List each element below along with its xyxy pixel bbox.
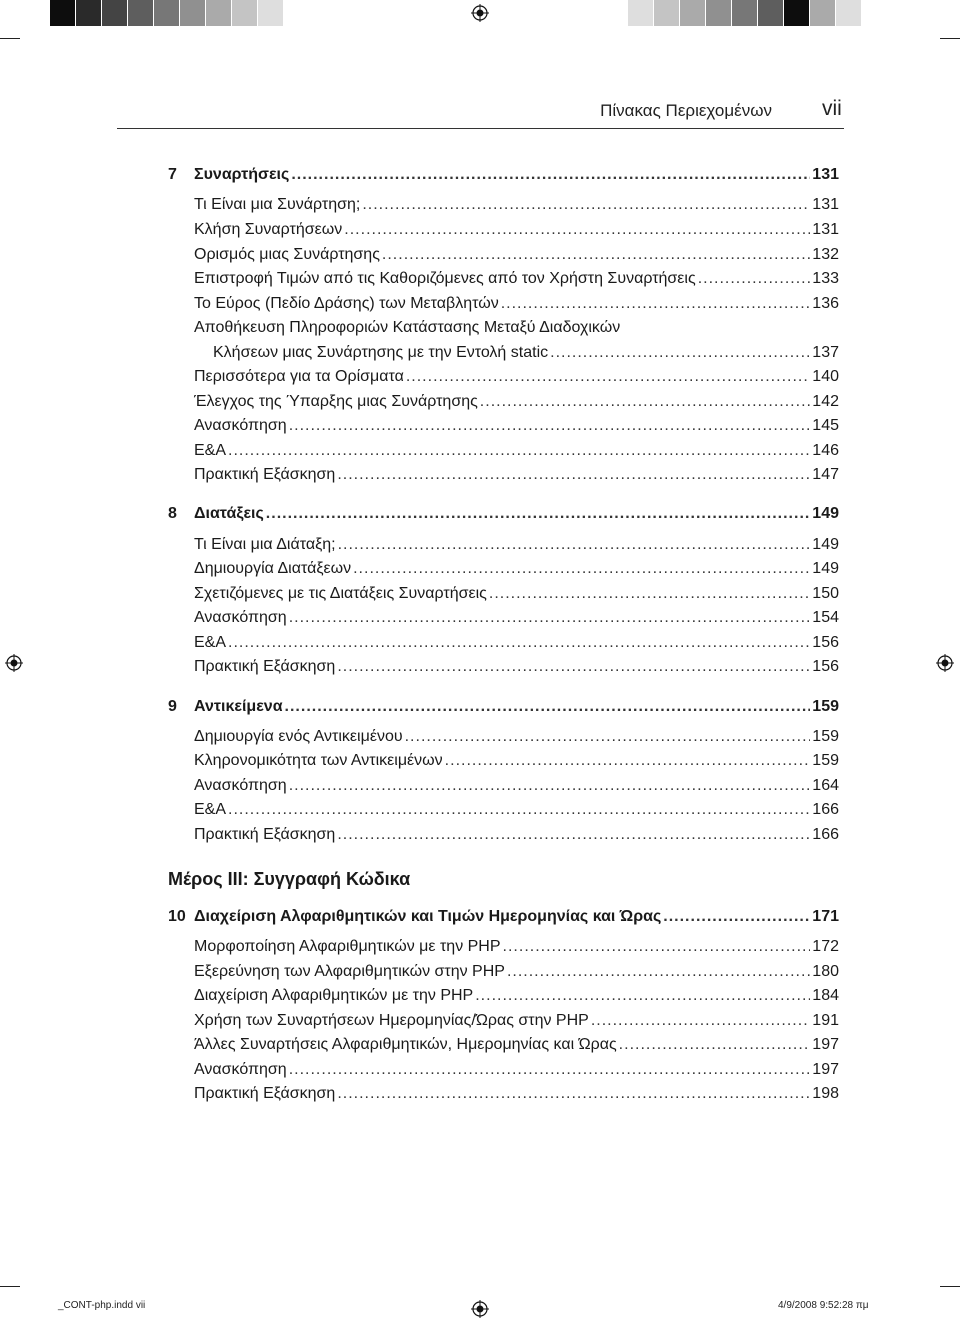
toc-entry[interactable] bbox=[194, 269, 839, 289]
page-number: 149 bbox=[812, 560, 839, 577]
toc-entry[interactable] bbox=[194, 416, 839, 436]
chapter-title: Διαχείριση Αλφαριθμητικών και Τιμών Ημερομηνίας και Ώρας bbox=[194, 908, 662, 925]
dot-leader bbox=[338, 535, 811, 555]
toc-entry[interactable] bbox=[194, 245, 839, 265]
dot-leader bbox=[337, 657, 810, 677]
toc-entry[interactable] bbox=[194, 441, 839, 461]
entry-title: Ε&Α bbox=[194, 801, 227, 818]
page-number: 184 bbox=[812, 987, 839, 1004]
dot-leader bbox=[480, 392, 811, 412]
page-number: 142 bbox=[812, 393, 839, 410]
chapter-number: 10 bbox=[168, 908, 186, 925]
dot-leader bbox=[445, 751, 811, 771]
dot-leader bbox=[406, 367, 810, 387]
toc-entry[interactable] bbox=[194, 535, 839, 555]
toc-entry[interactable] bbox=[194, 825, 839, 845]
toc-entry[interactable] bbox=[213, 343, 839, 363]
entry-title: Πρακτική Εξάσκηση bbox=[194, 466, 336, 483]
page-number: 133 bbox=[812, 270, 839, 287]
toc-entry[interactable] bbox=[194, 937, 839, 957]
page-number: 159 bbox=[812, 698, 839, 715]
entry-title: Τι Είναι μια Διάταξη; bbox=[194, 536, 336, 553]
toc-entry[interactable] bbox=[194, 751, 839, 771]
running-head-title: Πίνακας Περιεχομένων bbox=[600, 101, 772, 120]
dot-leader bbox=[289, 776, 811, 796]
dot-leader bbox=[475, 986, 810, 1006]
chapter-title: Διατάξεις bbox=[194, 505, 264, 522]
toc-entry[interactable] bbox=[194, 1084, 839, 1104]
page-number: 156 bbox=[812, 658, 839, 675]
toc-entry[interactable] bbox=[194, 195, 839, 215]
crop-mark bbox=[940, 38, 960, 39]
dot-leader bbox=[228, 441, 810, 461]
entry-title: Μορφοποίηση Αλφαριθμητικών με την PHP bbox=[194, 938, 501, 955]
dot-leader bbox=[337, 465, 810, 485]
dot-leader bbox=[228, 800, 810, 820]
crop-mark bbox=[940, 1286, 960, 1287]
page-number: 137 bbox=[812, 344, 839, 361]
entry-title: Ανασκόπηση bbox=[194, 777, 287, 794]
page-number: 197 bbox=[812, 1061, 839, 1078]
toc-entry[interactable] bbox=[194, 367, 839, 387]
toc-entry[interactable] bbox=[194, 800, 839, 820]
entry-title: Έλεγχος της Ύπαρξης μιας Συνάρτησης bbox=[194, 393, 478, 410]
page-number: 140 bbox=[812, 368, 839, 385]
entry-title: Κλήση Συναρτήσεων bbox=[194, 221, 343, 238]
dot-leader bbox=[501, 294, 811, 314]
footer-timestamp: 4/9/2008 9:52:28 πμ bbox=[778, 1300, 869, 1311]
toc-entry[interactable] bbox=[194, 962, 839, 982]
toc-entry[interactable] bbox=[194, 727, 839, 747]
entry-title[interactable]: Αποθήκευση Πληροφοριών Κατάστασης Μεταξύ Διαδοχικών bbox=[194, 319, 621, 336]
entry-title: Σχετιζόμενες με τις Διατάξεις Συναρτήσεις bbox=[194, 585, 487, 602]
toc-entry[interactable] bbox=[194, 220, 839, 240]
page-number: 131 bbox=[812, 196, 839, 213]
page-number: 131 bbox=[812, 221, 839, 238]
dot-leader bbox=[591, 1011, 810, 1031]
registration-target-icon bbox=[471, 1300, 489, 1318]
chapter-number: 9 bbox=[168, 698, 177, 715]
dot-leader bbox=[228, 633, 810, 653]
page-number: 198 bbox=[812, 1085, 839, 1102]
page-number: 166 bbox=[812, 826, 839, 843]
entry-title: Εξερεύνηση των Αλφαριθμητικών στην PHP bbox=[194, 963, 505, 980]
toc-entry[interactable] bbox=[194, 657, 839, 677]
dot-leader bbox=[362, 195, 810, 215]
page-number: 171 bbox=[812, 908, 839, 925]
dot-leader bbox=[663, 907, 810, 927]
entry-title: Ανασκόπηση bbox=[194, 1061, 287, 1078]
page-number: 136 bbox=[812, 295, 839, 312]
page-number: 149 bbox=[812, 505, 839, 522]
page-number: 191 bbox=[812, 1012, 839, 1029]
toc-entry[interactable] bbox=[194, 1060, 839, 1080]
entry-title: Ορισμός μιας Συνάρτησης bbox=[194, 246, 380, 263]
toc-entry[interactable] bbox=[194, 294, 839, 314]
entry-title: Ανασκόπηση bbox=[194, 609, 287, 626]
page-number: 156 bbox=[812, 634, 839, 651]
part-heading[interactable]: Μέρος ΙΙΙ: Συγγραφή Κώδικα bbox=[168, 869, 411, 889]
entry-title: Ε&Α bbox=[194, 634, 227, 651]
footer-file-slug: _CONT-php.indd vii bbox=[58, 1300, 146, 1311]
page-number: 154 bbox=[812, 609, 839, 626]
toc-entry[interactable] bbox=[194, 633, 839, 653]
dot-leader bbox=[289, 1060, 811, 1080]
toc-entry[interactable] bbox=[194, 776, 839, 796]
page-folio: vii bbox=[822, 97, 842, 120]
page-number: 147 bbox=[812, 466, 839, 483]
toc-entry[interactable] bbox=[194, 1035, 839, 1055]
page-number: 150 bbox=[812, 585, 839, 602]
registration-target-icon bbox=[936, 654, 954, 672]
toc-chapter-7[interactable] bbox=[168, 165, 839, 185]
color-registration-bar-left bbox=[50, 0, 284, 26]
dot-leader bbox=[344, 220, 810, 240]
dot-leader bbox=[405, 727, 811, 747]
toc-entry[interactable] bbox=[194, 1011, 839, 1031]
dot-leader bbox=[289, 608, 811, 628]
dot-leader bbox=[289, 416, 811, 436]
toc-chapter-9[interactable] bbox=[168, 697, 839, 717]
crop-mark bbox=[0, 38, 20, 39]
page-number: 180 bbox=[812, 963, 839, 980]
toc-entry[interactable] bbox=[194, 986, 839, 1006]
toc-entry[interactable] bbox=[194, 559, 839, 579]
dot-leader bbox=[507, 962, 810, 982]
dot-leader bbox=[337, 1084, 810, 1104]
page-number: 172 bbox=[812, 938, 839, 955]
entry-title: Τι Είναι μια Συνάρτηση; bbox=[194, 196, 361, 213]
entry-title: Δημιουργία ενός Αντικειμένου bbox=[194, 728, 403, 745]
toc-chapter-8[interactable] bbox=[168, 504, 839, 524]
entry-title: Πρακτική Εξάσκηση bbox=[194, 826, 336, 843]
dot-leader bbox=[550, 343, 810, 363]
dot-leader bbox=[619, 1035, 811, 1055]
chapter-title: Αντικείμενα bbox=[194, 698, 283, 715]
page-number: 146 bbox=[812, 442, 839, 459]
registration-target-icon bbox=[5, 654, 23, 672]
toc-entry[interactable] bbox=[194, 392, 839, 412]
color-registration-bar-right bbox=[628, 0, 862, 26]
dot-leader bbox=[489, 584, 810, 604]
dot-leader bbox=[382, 245, 810, 265]
header-rule bbox=[117, 128, 844, 129]
entry-title: Διαχείριση Αλφαριθμητικών με την PHP bbox=[194, 987, 474, 1004]
page-number: 145 bbox=[812, 417, 839, 434]
entry-title: Δημιουργία Διατάξεων bbox=[194, 560, 352, 577]
registration-target-icon bbox=[471, 4, 489, 22]
toc-entry[interactable] bbox=[194, 608, 839, 628]
toc-entry[interactable] bbox=[194, 465, 839, 485]
chapter-title: Συναρτήσεις bbox=[194, 166, 290, 183]
page-number: 131 bbox=[812, 166, 839, 183]
page-number: 197 bbox=[812, 1036, 839, 1053]
dot-leader bbox=[266, 504, 811, 524]
dot-leader bbox=[337, 825, 810, 845]
dot-leader bbox=[291, 165, 810, 185]
page-number: 149 bbox=[812, 536, 839, 553]
dot-leader bbox=[503, 937, 811, 957]
crop-mark bbox=[0, 1286, 20, 1287]
entry-title: Άλλες Συναρτήσεις Αλφαριθμητικών, Ημερομηνίας και Ώρας bbox=[194, 1036, 617, 1053]
toc-chapter-10[interactable] bbox=[168, 907, 839, 927]
entry-title: Το Εύρος (Πεδίο Δράσης) των Μεταβλητών bbox=[194, 295, 499, 312]
entry-title: Επιστροφή Τιμών από τις Καθοριζόμενες από τον Χρήστη Συναρτήσεις bbox=[194, 270, 696, 287]
dot-leader bbox=[285, 697, 811, 717]
page-number: 164 bbox=[812, 777, 839, 794]
entry-title: Ε&Α bbox=[194, 442, 227, 459]
entry-title: Πρακτική Εξάσκηση bbox=[194, 1085, 336, 1102]
chapter-number: 7 bbox=[168, 166, 177, 183]
page-number: 132 bbox=[812, 246, 839, 263]
entry-title: Ανασκόπηση bbox=[194, 417, 287, 434]
dot-leader bbox=[353, 559, 810, 579]
entry-title: Χρήση των Συναρτήσεων Ημερομηνίας/Ώρας στην PHP bbox=[194, 1012, 589, 1029]
entry-title: Κληρονομικότητα των Αντικειμένων bbox=[194, 752, 443, 769]
chapter-number: 8 bbox=[168, 505, 177, 522]
toc-entry[interactable] bbox=[194, 584, 839, 604]
page-number: 166 bbox=[812, 801, 839, 818]
entry-title: Περισσότερα για τα Ορίσματα bbox=[194, 368, 404, 385]
page-number: 159 bbox=[812, 752, 839, 769]
entry-title: Πρακτική Εξάσκηση bbox=[194, 658, 336, 675]
entry-title-continued: Κλήσεων μιας Συνάρτησης με την Εντολή static bbox=[213, 344, 549, 361]
page-number: 159 bbox=[812, 728, 839, 745]
dot-leader bbox=[698, 269, 811, 289]
